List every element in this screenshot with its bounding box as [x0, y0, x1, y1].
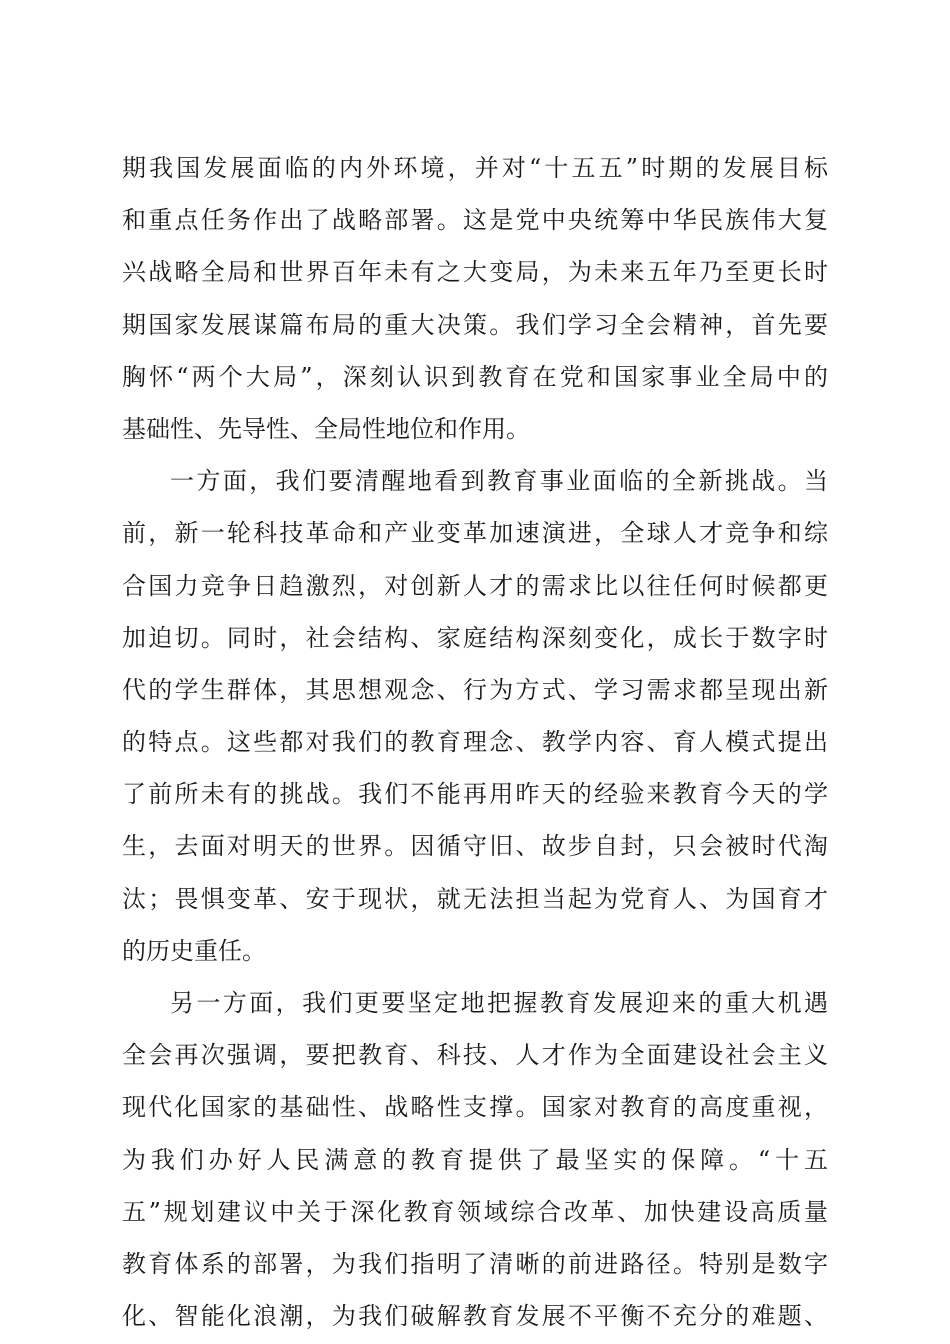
paragraph-line: 的特点。这些都对我们的教育理念、教学内容、育人模式提出 — [122, 728, 828, 757]
paragraph-line: 代的学生群体，其思想观念、行为方式、学习需求都呈现出新 — [122, 675, 828, 704]
paragraph-3 — [122, 977, 828, 1342]
paragraph-line: 合国力竞争日趋激烈，对创新人才的需求比以往任何时候都更 — [122, 571, 828, 600]
paragraph-line: 生，去面对明天的世界。因循守旧、故步自封，只会被时代淘 — [122, 832, 828, 861]
paragraph-line: 的历史重任。 — [122, 936, 266, 965]
paragraph-line: 胸怀“两个大局”，深刻认识到教育在党和国家事业全局中的 — [122, 362, 828, 391]
body-text — [122, 142, 828, 1342]
paragraph-line: 现代化国家的基础性、战略性支撑。国家对教育的高度重视， — [122, 1093, 828, 1122]
paragraph-line: 了前所未有的挑战。我们不能再用昨天的经验来教育今天的学 — [122, 780, 828, 809]
paragraph-line: 和重点任务作出了战略部署。这是党中央统筹中华民族伟大复 — [122, 206, 828, 235]
paragraph-line: 另一方面，我们更要坚定地把握教育发展迎来的重大机遇 — [170, 989, 828, 1017]
paragraph-line: 化、智能化浪潮，为我们破解教育发展不平衡不充分的难题、 — [122, 1302, 828, 1331]
paragraph-line: 一方面，我们要清醒地看到教育事业面临的全新挑战。当 — [170, 467, 828, 496]
paragraph-line: 期国家发展谋篇布局的重大决策。我们学习全会精神，首先要 — [122, 310, 828, 339]
paragraph-1 — [122, 142, 828, 455]
paragraph-line: 基础性、先导性、全局性地位和作用。 — [122, 414, 530, 443]
paragraph-line: 期我国发展面临的内外环境，并对“十五五”时期的发展目标 — [122, 154, 828, 182]
paragraph-line: 全会再次强调，要把教育、科技、人才作为全面建设社会主义 — [122, 1041, 828, 1070]
paragraph-line: 为我们办好人民满意的教育提供了最坚实的保障。“十五 — [122, 1145, 828, 1174]
paragraph-line: 汰；畏惧变革、安于现状，就无法担当起为党育人、为国育才 — [122, 884, 828, 913]
paragraph-2 — [122, 455, 828, 977]
paragraph-line: 教育体系的部署，为我们指明了清晰的前进路径。特别是数字 — [122, 1249, 828, 1278]
paragraph-line: 加迫切。同时，社会结构、家庭结构深刻变化，成长于数字时 — [122, 623, 828, 652]
paragraph-line: 五”规划建议中关于深化教育领域综合改革、加快建设高质量 — [122, 1197, 828, 1226]
paragraph-line: 前，新一轮科技革命和产业变革加速演进，全球人才竞争和综 — [122, 519, 828, 548]
paragraph-line: 兴战略全局和世界百年未有之大变局，为未来五年乃至更长时 — [122, 258, 828, 287]
